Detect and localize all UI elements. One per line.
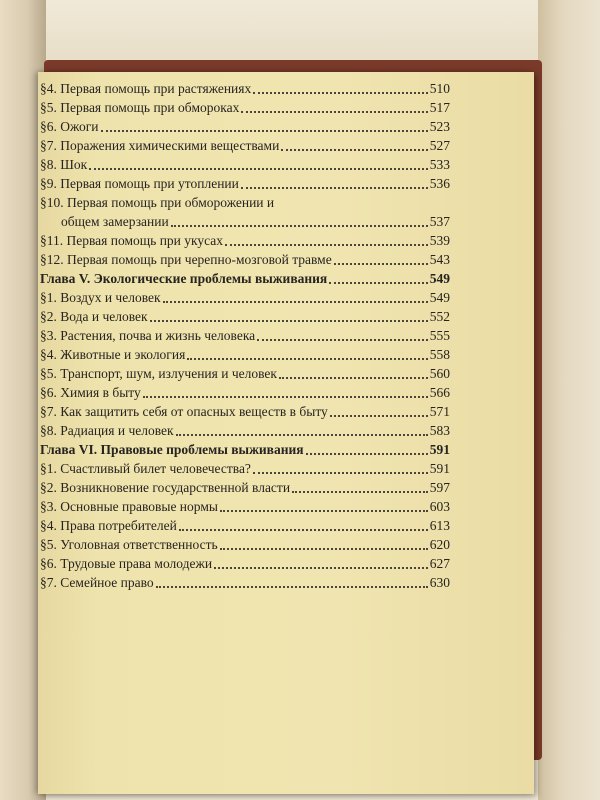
- toc-entry: [40, 516, 450, 535]
- dot-leader: [143, 395, 428, 398]
- toc-entry: [40, 554, 450, 573]
- toc-page-number: 620: [429, 537, 450, 552]
- toc-entry-title: §7. Семейное право: [40, 575, 154, 590]
- toc-page-number: 552: [429, 309, 450, 324]
- dot-leader: [156, 585, 428, 588]
- background-cloth: [538, 0, 600, 800]
- toc-entry-title: Глава VI. Правовые проблемы выживания: [40, 442, 304, 457]
- toc-entry-title: §8. Шок: [40, 157, 88, 172]
- toc-entry-title: §2. Возникновение государственной власти: [40, 480, 291, 495]
- toc-entry: [40, 212, 450, 231]
- toc-entry-title: §7. Как защитить себя от опасных веществ в быту: [40, 404, 328, 419]
- toc-page-number: 537: [429, 214, 450, 229]
- dot-leader: [241, 186, 428, 189]
- dot-leader: [334, 262, 428, 265]
- toc-page-number: 510: [429, 81, 450, 96]
- toc-entry: [40, 421, 450, 440]
- toc-entry: [40, 573, 450, 592]
- dot-leader: [253, 91, 428, 94]
- dot-leader: [279, 376, 428, 379]
- toc-page-number: 539: [429, 233, 450, 248]
- toc-page-number: 613: [429, 518, 450, 533]
- toc-entry: [40, 288, 450, 307]
- toc-entry-title: §8. Радиация и человек: [40, 423, 174, 438]
- dot-leader: [163, 300, 428, 303]
- dot-leader: [292, 490, 428, 493]
- toc-entry-title: §9. Первая помощь при утоплении: [40, 176, 239, 191]
- toc-entry-title: §4. Права потребителей: [40, 518, 177, 533]
- dot-leader: [179, 528, 428, 531]
- toc-entry-title: §4. Животные и экология: [40, 347, 186, 362]
- toc-page-number: 527: [429, 138, 450, 153]
- toc-page-number: 591: [429, 461, 450, 476]
- toc-page-number: 566: [429, 385, 450, 400]
- toc-entry: [40, 231, 450, 250]
- toc-entry: [40, 98, 450, 117]
- dot-leader: [89, 167, 428, 170]
- toc-entry-title: §1. Воздух и человек: [40, 290, 161, 305]
- toc-entry-title: §11. Первая помощь при укусах: [40, 233, 224, 248]
- toc-page-number: 543: [429, 252, 450, 267]
- dot-leader: [330, 414, 428, 417]
- toc-chapter-heading: [40, 440, 450, 459]
- toc-page-number: 591: [429, 442, 450, 457]
- toc-entry-title: §2. Вода и человек: [40, 309, 148, 324]
- toc-entry-title: §6. Ожоги: [40, 119, 99, 134]
- toc-entry-title: §5. Первая помощь при обмороках: [40, 100, 240, 115]
- dot-leader: [150, 319, 428, 322]
- dot-leader: [220, 509, 428, 512]
- toc-entry-title: §7. Поражения химическими веществами: [40, 138, 280, 153]
- toc-entry-title: §5. Уголовная ответственность: [40, 537, 218, 552]
- dot-leader: [176, 433, 428, 436]
- toc-entry: [40, 383, 450, 402]
- toc-page-number: 627: [429, 556, 450, 571]
- toc-entry: [40, 364, 450, 383]
- toc-entry-line: §10. Первая помощь при обморожении и: [40, 195, 275, 210]
- toc-entry-title: §3. Растения, почва и жизнь человека: [40, 328, 256, 343]
- dot-leader: [171, 224, 428, 227]
- dot-leader: [187, 357, 427, 360]
- toc-page-number: 597: [429, 480, 450, 495]
- toc-page-number: 549: [429, 271, 450, 286]
- dot-leader: [241, 110, 427, 113]
- toc-entry: [40, 478, 450, 497]
- dot-leader: [253, 471, 428, 474]
- dot-leader: [281, 148, 427, 151]
- dot-leader: [214, 566, 428, 569]
- toc-entry-title: §4. Первая помощь при растяжениях: [40, 81, 252, 96]
- toc-entry: [40, 535, 450, 554]
- toc-entry: [40, 459, 450, 478]
- toc-entry: [40, 174, 450, 193]
- dot-leader: [306, 452, 428, 455]
- dot-leader: [329, 281, 428, 284]
- dot-leader: [225, 243, 428, 246]
- toc-entry: [40, 326, 450, 345]
- toc-entry: [40, 345, 450, 364]
- toc-entry: [40, 136, 450, 155]
- dot-leader: [101, 129, 428, 132]
- toc-entry-title: §6. Химия в быту: [40, 385, 141, 400]
- toc-page-number: 558: [429, 347, 450, 362]
- toc-page-number: 533: [429, 157, 450, 172]
- toc-entry-title: Глава V. Экологические проблемы выживания: [40, 271, 328, 286]
- toc-page-number: 583: [429, 423, 450, 438]
- dot-leader: [257, 338, 428, 341]
- dot-leader: [220, 547, 428, 550]
- toc-entry: [40, 250, 450, 269]
- toc-page-number: 555: [429, 328, 450, 343]
- toc-entry-title: §3. Основные правовые нормы: [40, 499, 218, 514]
- toc-entry-title: общем замерзании: [61, 214, 169, 229]
- toc-page-number: 560: [429, 366, 450, 381]
- toc-entry-title: §12. Первая помощь при черепно-мозговой травме: [40, 252, 332, 267]
- toc-entry-title: §6. Трудовые права молодежи: [40, 556, 213, 571]
- toc-page-number: 630: [429, 575, 450, 590]
- toc-page-number: 523: [429, 119, 450, 134]
- toc-chapter-heading: [40, 269, 450, 288]
- toc-page-number: 571: [429, 404, 450, 419]
- toc-page-number: 549: [429, 290, 450, 305]
- toc-entry: [40, 155, 450, 174]
- toc-entry-title: §5. Транспорт, шум, излучения и человек: [40, 366, 277, 381]
- table-of-contents: [40, 79, 450, 592]
- toc-entry: [40, 79, 450, 98]
- toc-entry: [40, 307, 450, 326]
- toc-page-number: 536: [429, 176, 450, 191]
- toc-page-number: 517: [429, 100, 450, 115]
- toc-entry-title: §1. Счастливый билет человечества?: [40, 461, 251, 476]
- toc-page-number: 603: [429, 499, 450, 514]
- toc-entry: [40, 402, 450, 421]
- toc-entry: [40, 497, 450, 516]
- toc-entry: [40, 117, 450, 136]
